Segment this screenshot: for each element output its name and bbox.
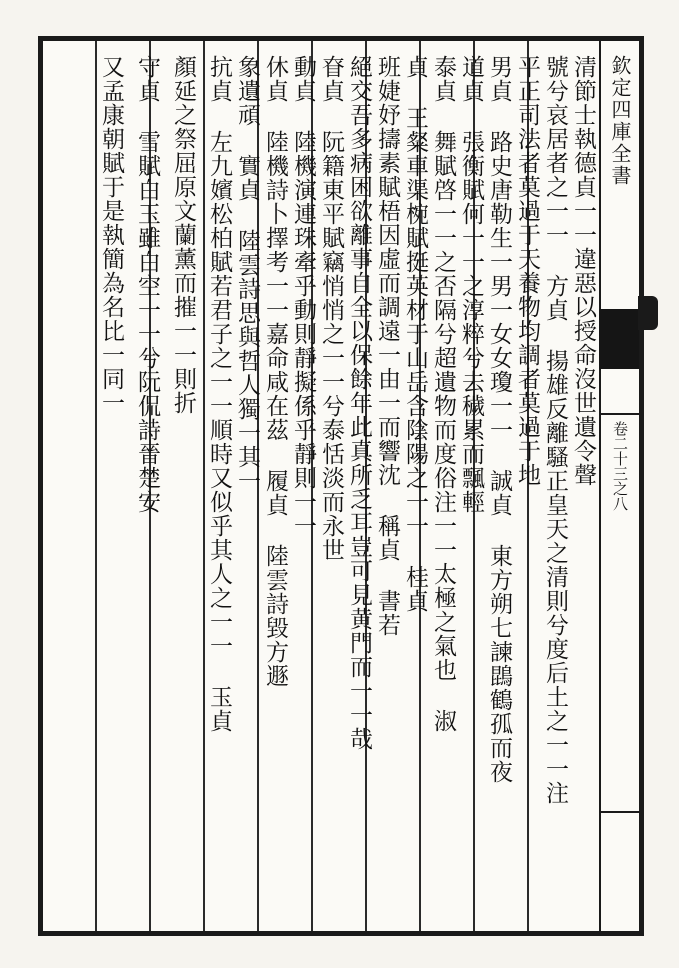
text-column: 又孟康朝賦于是執簡為名比一同一 (98, 55, 124, 415)
text-column: 平正司法者莫過于天養物均調者莫過于地 (514, 55, 540, 487)
text-column: 眘貞 阮籍東平賦竊悄悄之一一兮泰恬淡而永世 (318, 55, 344, 562)
text-column: 清節士執德貞一一違惡以授命沒世遺令聲 (570, 55, 596, 487)
text-column: 守貞 雪賦白玉雖白空一一兮阮侃詩晉楚安 (134, 55, 160, 514)
text-column: 貞 王粲車渠椀賦挺英材于山岳含陰陽之一一 桂貞 (402, 55, 428, 613)
text-column: 班婕妤擣素賦梧因虛而調遠一由一而響沈 稱貞 書若 (374, 55, 400, 637)
page-frame (38, 36, 644, 936)
fish-tail-block (599, 309, 639, 369)
page-margin (599, 41, 639, 931)
text-column: 絕交吾多病困欲離事自全以保餘年此真所乏耳豈可見黄門而一一哉 (346, 55, 372, 751)
text-column: 泰貞 舞賦啓一一之否隔兮超遺物而度俗注一一太極之氣也 淑 (430, 55, 456, 733)
margin-header: 欽定四庫全書 (608, 55, 632, 187)
volume-label: 卷二十三之八 (611, 421, 629, 511)
text-column: 道貞 張衡賦何一一之淳粹兮去穢累而飄輕 (458, 55, 484, 514)
text-column: 男貞 路史唐勒生一男一女女瓊一一 誠貞 東方朔七諫鵾鶴孤而夜 (486, 55, 512, 784)
margin-divider (599, 811, 639, 813)
text-column: 號兮哀居者之一一 方貞 揚雄反離騷正皇天之清則兮度后土之一一注 (542, 55, 568, 805)
text-column: 象遺頑 實貞 陸雲詩思與哲人獨一其一 (234, 55, 260, 493)
text-column: 動貞 陸機演連珠牽乎動則靜擬係乎靜則一一 (290, 55, 316, 538)
text-column: 顏延之祭屈原文蘭薰而摧一一則折 (170, 55, 196, 415)
fish-tail-tab (638, 296, 658, 330)
text-column: 抗貞 左九嬪松柏賦若君子之一一順時又似乎其人之一一 玉貞 (206, 55, 232, 733)
text-column: 休貞 陸機詩卜擇考一一嘉命咸在茲 履貞 陸雲詩毀方遯 (262, 55, 288, 688)
margin-divider (599, 413, 639, 415)
